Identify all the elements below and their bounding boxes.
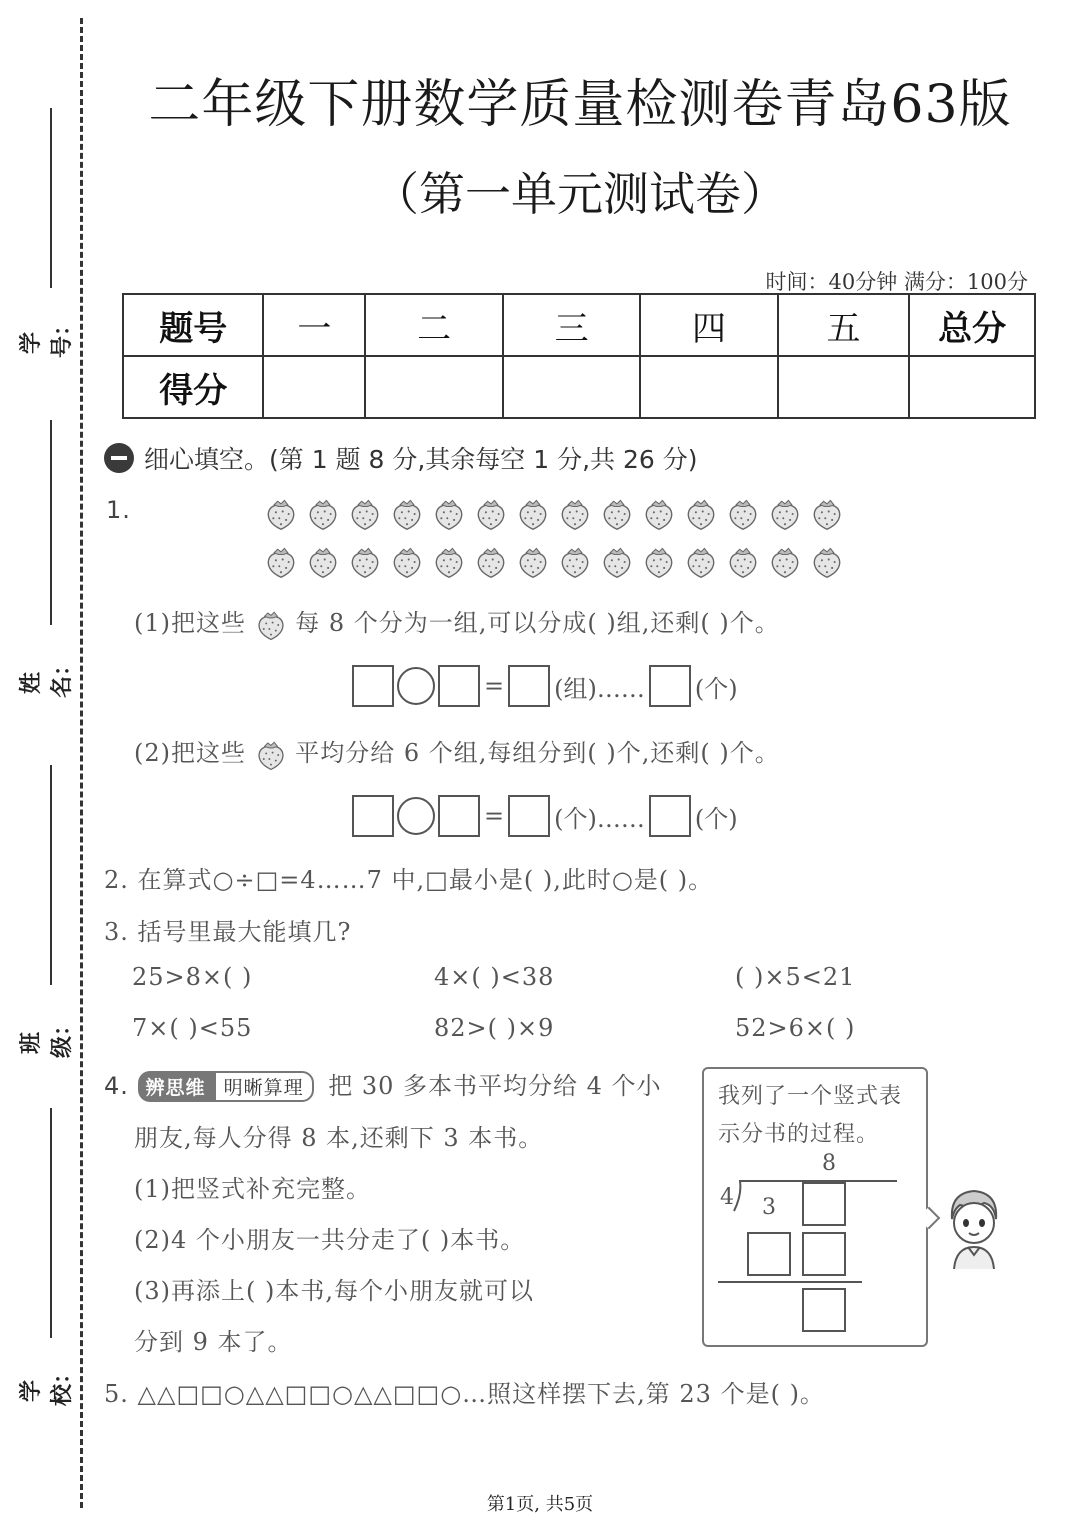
strawberry-icon (255, 739, 287, 771)
score-cell[interactable] (640, 356, 777, 418)
strawberry-icon (810, 545, 844, 579)
student-id-label: 学号： (19, 313, 75, 358)
strawberry-icon (348, 545, 382, 579)
bubble-text-2: 示分书的过程。 (718, 1122, 880, 1147)
q4-number: 4. (104, 1072, 129, 1100)
score-header-cell: 二 (365, 294, 502, 356)
q1-part2 (134, 733, 780, 771)
section-title: 细心填空。(第 1 题 8 分,其余每空 1 分,共 26 分) (144, 445, 698, 474)
eq-unit-items: (个) (694, 804, 738, 833)
bubble-text-1: 我列了一个竖式表 (718, 1084, 903, 1109)
q4-line1 (104, 1066, 662, 1102)
strawberry-icon (264, 497, 298, 531)
q3-title: 3. 括号里最大能填几? (104, 918, 352, 946)
strawberry-icon (390, 497, 424, 531)
q2-text: 2. 在算式○÷□=4……7 中,□最小是( ),此时○是( )。 (104, 866, 714, 894)
strawberry-icon (432, 545, 466, 579)
score-table-score-row (123, 356, 1035, 418)
school-line[interactable] (50, 1108, 52, 1338)
score-cell[interactable] (909, 356, 1035, 418)
operator-circle[interactable] (397, 797, 435, 835)
score-cell[interactable] (778, 356, 910, 418)
answer-box[interactable] (352, 795, 394, 837)
binding-dash-line (80, 18, 83, 1508)
score-header-cell: 四 (640, 294, 777, 356)
page-title: 二年级下册数学质量检测卷青岛63版 (148, 75, 1012, 135)
strawberry-icon (306, 545, 340, 579)
q5-text: 5. △△□□○△△□□○△△□□○…照这样摆下去,第 23 个是( )。 (104, 1380, 825, 1408)
q3-item: 4×( )<38 (434, 963, 555, 991)
strawberry-icon (558, 497, 592, 531)
strawberry-icon (726, 497, 760, 531)
strawberry-icon (348, 497, 382, 531)
division-answer-box[interactable] (802, 1288, 846, 1332)
strawberry-icon (432, 497, 466, 531)
strawberry-icon (474, 497, 508, 531)
q1-part1-prefix: (1)把这些 (134, 609, 246, 637)
q3-item: 25>8×( ) (132, 963, 253, 991)
eq-unit-items: (个)…… (554, 804, 645, 833)
strawberry-icon (642, 545, 676, 579)
class-label: 班级： (19, 1013, 75, 1058)
score-header-cell: 三 (503, 294, 640, 356)
q4-tag-thinking: 辨思维 (138, 1071, 214, 1102)
score-row-label: 得分 (123, 356, 263, 418)
answer-box[interactable] (649, 665, 691, 707)
q1-part2-text: 平均分给 6 个组,每组分到( )个,还剩( )个。 (295, 739, 780, 767)
strawberry-icon (726, 545, 760, 579)
school-label: 学校： (19, 1361, 75, 1406)
strawberry-icon (264, 545, 298, 579)
answer-box[interactable] (438, 795, 480, 837)
name-label: 姓名： (19, 653, 75, 698)
q4-tag-reasoning: 明晰算理 (214, 1071, 314, 1102)
strawberry-icon (600, 545, 634, 579)
score-header-cell: 五 (778, 294, 910, 356)
divisor-digit: 4 (720, 1185, 735, 1210)
answer-box[interactable] (649, 795, 691, 837)
strawberry-icon (768, 545, 802, 579)
answer-box[interactable] (352, 665, 394, 707)
time-info: 时间：40分钟 满分：100分 (765, 270, 1028, 294)
q4-text: 把 30 多本书平均分给 4 个小 (328, 1072, 662, 1100)
name-line[interactable] (50, 420, 52, 625)
answer-box[interactable] (438, 665, 480, 707)
dividend-digit: 3 (762, 1195, 777, 1220)
strawberry-icon (558, 545, 592, 579)
quotient-digit: 8 (822, 1151, 837, 1176)
strawberry-icon (390, 545, 424, 579)
strawberry-icon (768, 497, 802, 531)
strawberry-icon (684, 545, 718, 579)
operator-circle[interactable] (397, 667, 435, 705)
q4-sub2: (2)4 个小朋友一共分走了( )本书。 (134, 1226, 526, 1254)
q1-part2-prefix: (2)把这些 (134, 739, 246, 767)
score-header-cell: 一 (263, 294, 365, 356)
strawberry-grid (264, 497, 852, 579)
division-answer-box[interactable] (802, 1232, 846, 1276)
answer-box[interactable] (508, 795, 550, 837)
strawberry-icon (516, 545, 550, 579)
strawberry-icon (255, 609, 287, 641)
strawberry-icon (306, 497, 340, 531)
strawberry-icon (684, 497, 718, 531)
section-number-badge-icon (104, 443, 134, 473)
score-cell[interactable] (503, 356, 640, 418)
division-underline (718, 1281, 862, 1283)
q1-part1-text: 每 8 个分为一组,可以分成( )组,还剩( )个。 (295, 609, 780, 637)
eq-unit-items: (个) (694, 674, 738, 703)
q1-number: 1. (106, 496, 131, 524)
class-line[interactable] (50, 765, 52, 985)
division-answer-box[interactable] (802, 1182, 846, 1226)
eq-unit-groups: (组)…… (554, 674, 645, 703)
boy-cartoon-icon (944, 1185, 1004, 1269)
equals-sign: = (484, 672, 505, 700)
section-header (104, 440, 698, 476)
q4-line2: 朋友,每人分得 8 本,还剩下 3 本书。 (134, 1124, 544, 1152)
q1-part1 (134, 603, 780, 641)
strawberry-icon (474, 545, 508, 579)
strawberry-icon (642, 497, 676, 531)
q1-equation-1 (352, 665, 742, 707)
q3-item: 52>6×( ) (735, 1014, 856, 1042)
strawberry-icon (600, 497, 634, 531)
division-answer-box[interactable] (747, 1232, 791, 1276)
q3-item: ( )×5<21 (735, 963, 856, 991)
answer-box[interactable] (508, 665, 550, 707)
equals-sign: = (484, 802, 505, 830)
q3-item: 82>( )×9 (434, 1014, 555, 1042)
score-table (122, 293, 1036, 419)
q4-sub3: (3)再添上( )本书,每个小朋友就可以 (134, 1277, 534, 1305)
score-header-cell: 题号 (123, 294, 263, 356)
score-table-header-row (123, 294, 1035, 356)
score-cell[interactable] (263, 356, 365, 418)
q4-sub1: (1)把竖式补充完整。 (134, 1175, 371, 1203)
score-header-cell: 总分 (909, 294, 1035, 356)
speech-bubble (702, 1067, 928, 1347)
q4-sub3-cont: 分到 9 本了。 (134, 1328, 293, 1356)
q3-item: 7×( )<55 (132, 1014, 253, 1042)
score-cell[interactable] (365, 356, 502, 418)
strawberry-icon (516, 497, 550, 531)
strawberry-icon (810, 497, 844, 531)
page-footer: 第1页, 共5页 (486, 1494, 594, 1515)
page-subtitle: （第一单元测试卷） (373, 167, 787, 221)
q1-equation-2 (352, 795, 742, 837)
